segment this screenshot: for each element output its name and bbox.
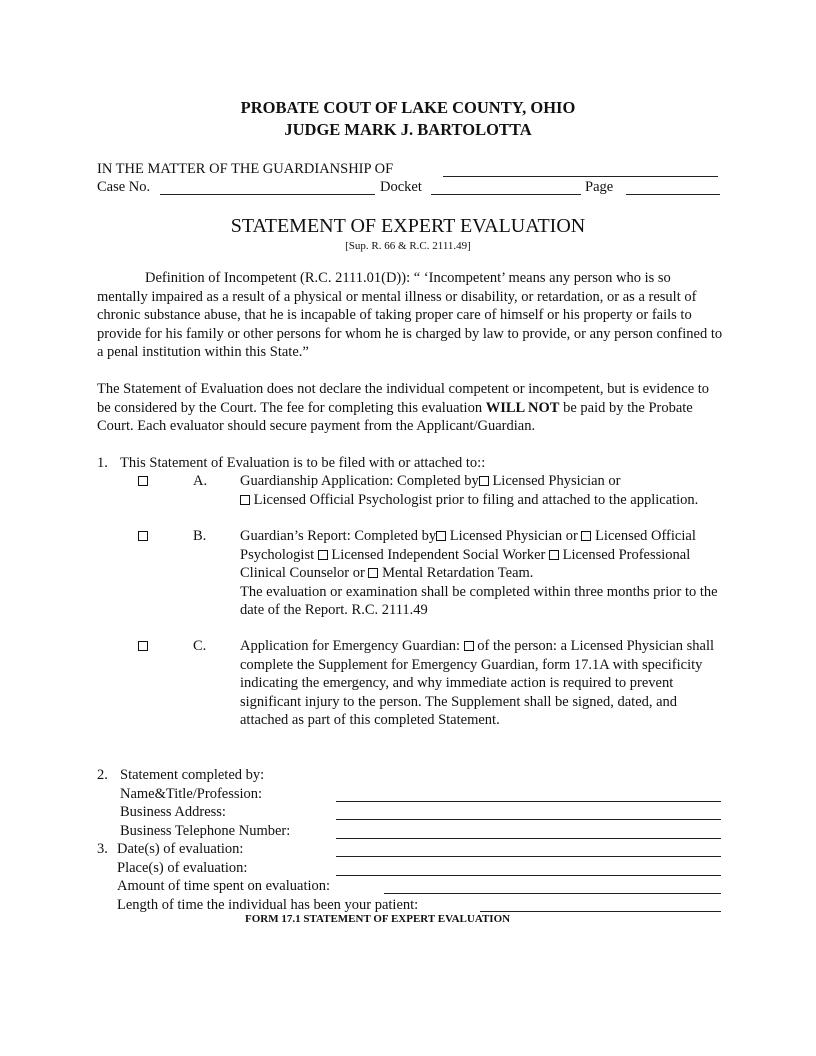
- citation: [Sup. R. 66 & R.C. 2111.49]: [345, 240, 471, 252]
- option-c-checkbox[interactable]: [138, 641, 148, 651]
- form-footer-title: FORM 17.1 STATEMENT OF EXPERT EVALUATION: [245, 913, 511, 925]
- option-b-text-4: Licensed Independent Social Worker: [327, 546, 549, 563]
- notice-text-1: The Statement of Evaluation does not declare the individual competent or incompetent, but is evidence to be considered by the Court. The fee for completing this evaluation: [97, 381, 710, 416]
- patient-length-label: Length of time the individual has been your patient:: [117, 897, 419, 913]
- notice-paragraph: [97, 380, 723, 436]
- patient-length-field[interactable]: [480, 911, 721, 912]
- document-title: STATEMENT OF EXPERT EVALUATION: [230, 215, 586, 237]
- judge-name: JUDGE MARK J. BARTOLOTTA: [284, 120, 532, 139]
- places-label: Place(s) of evaluation:: [117, 860, 248, 876]
- b-licensed-physician-checkbox[interactable]: [436, 531, 446, 541]
- will-not-emphasis: WILL NOT: [485, 399, 560, 416]
- option-b-text-3: Licensed Official Psychologist: [240, 528, 696, 563]
- business-phone-label: Business Telephone Number:: [120, 823, 291, 839]
- business-phone-field[interactable]: [336, 838, 721, 839]
- option-a-text-2: Licensed Physician or: [488, 473, 621, 489]
- option-b-text-2: Licensed Physician or: [446, 528, 582, 544]
- guardianship-label: IN THE MATTER OF THE GUARDIANSHIP OF: [97, 161, 394, 177]
- b-counselor-checkbox[interactable]: [549, 550, 559, 560]
- definition-paragraph: [97, 269, 723, 362]
- b-social-worker-checkbox[interactable]: [318, 550, 328, 560]
- business-address-label: Business Address:: [120, 804, 226, 820]
- dates-field[interactable]: [336, 856, 721, 857]
- name-title-field[interactable]: [336, 801, 721, 802]
- dates-label: Date(s) of evaluation:: [117, 841, 244, 857]
- time-spent-field[interactable]: [384, 893, 721, 894]
- section2-number: 2.: [97, 767, 108, 783]
- a-licensed-psychologist-checkbox[interactable]: [240, 495, 250, 505]
- guardianship-name-field[interactable]: [443, 176, 718, 177]
- a-licensed-physician-checkbox[interactable]: [479, 476, 489, 486]
- option-b-letter: B.: [193, 528, 207, 544]
- section1-heading: This Statement of Evaluation is to be filed with or attached to::: [120, 455, 486, 471]
- definition-text: Definition of Incompetent (R.C. 2111.01(D)): “ ‘Incompetent’ means any person who is so mentally impaired as a result of a physical or mental illness or disability, or retardation, or as a result of chronic substance abuse, that he is incapable of taking proper care of himself or his property or fails to provide for his family or other persons for whom he is charged by law to provide, or any person confined to a penal institution within this State.”: [97, 270, 723, 360]
- page-field[interactable]: [626, 194, 720, 195]
- option-b-text-7: The evaluation or examination shall be completed within three months prior to the date of the Report. R.C. 2111.49: [240, 583, 718, 618]
- option-c-letter: C.: [193, 638, 207, 654]
- places-field[interactable]: [336, 875, 721, 876]
- option-a-text: [240, 472, 725, 509]
- option-b-text-6: Mental Retardation Team.: [378, 565, 534, 581]
- option-c-text: [240, 637, 725, 730]
- case-label: Case No.: [97, 179, 151, 195]
- b-mr-team-checkbox[interactable]: [368, 568, 378, 578]
- docket-label: Docket: [380, 179, 422, 195]
- business-address-field[interactable]: [336, 819, 721, 820]
- option-a-checkbox[interactable]: [138, 476, 148, 486]
- section2-heading: Statement completed by:: [120, 767, 265, 783]
- option-b-text-1: Guardian’s Report: Completed by: [240, 528, 437, 544]
- docket-field[interactable]: [431, 194, 581, 195]
- option-a-letter: A.: [193, 473, 208, 489]
- section3-number: 3.: [97, 841, 108, 857]
- page-label: Page: [585, 179, 614, 195]
- time-spent-label: Amount of time spent on evaluation:: [117, 878, 331, 894]
- option-a-text-1: Guardianship Application: Completed by: [240, 473, 479, 489]
- name-title-label: Name&Title/Profession:: [120, 786, 263, 802]
- option-b-checkbox[interactable]: [138, 531, 148, 541]
- case-number-field[interactable]: [160, 194, 375, 195]
- option-c-text-1: Application for Emergency Guardian:: [240, 638, 464, 654]
- section1-number: 1.: [97, 455, 108, 471]
- option-c-text-2: of the person: a Licensed Physician shall complete the Supplement for Emergency Guardian, form 17.1A with specificity indicating the emergency, and why immediate action is required to prevent significant injury to the person. The Supplement shall be signed, dated, and attached as part of this completed Statement.: [240, 638, 715, 728]
- c-of-person-checkbox[interactable]: [464, 641, 474, 651]
- notice-text-2: be paid by the Probate Court. Each evaluator should secure payment from the Applicant/Guardian.: [97, 399, 693, 434]
- option-a-text-3: Licensed Official Psychologist prior to filing and attached to the application.: [250, 491, 699, 508]
- b-licensed-psychologist-checkbox[interactable]: [581, 531, 591, 541]
- court-title: PROBATE COUT OF LAKE COUNTY, OHIO: [240, 98, 576, 117]
- option-b-text-5: Licensed Professional Clinical Counselor or: [240, 546, 691, 581]
- option-b-text: [240, 527, 725, 620]
